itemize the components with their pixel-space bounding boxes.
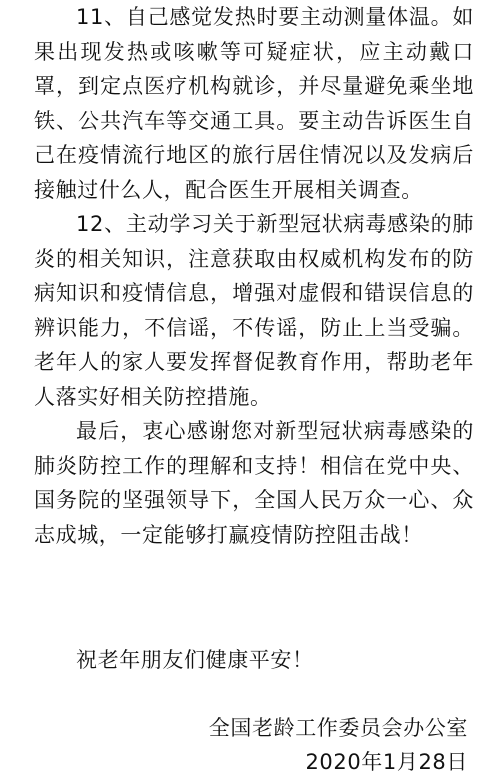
closing-greeting: 祝老年朋友们健康平安！ — [76, 648, 314, 672]
document-body — [34, 0, 474, 552]
signature-organization: 全国老龄工作委员会办公室 — [208, 716, 468, 740]
signature-date: 2020年1月28日 — [305, 750, 468, 774]
paragraph-item-12: 12、主动学习关于新型冠状病毒感染的肺炎的相关知识，注意获取由权威机构发布的防病知识和疫情信息，增强对虚假和错误信息的辨识能力，不信谣，不传谣，防止上当受骗。老年人的家人要发挥督促教育作用，帮助老年人落实好相关防控措施。 — [34, 212, 474, 409]
paragraph-item-11: 11、自己感觉发热时要主动测量体温。如果出现发热或咳嗽等可疑症状，应主动戴口罩，到定点医疗机构就诊，并尽量避免乘坐地铁、公共汽车等交通工具。要主动告诉医生自己在疫情流行地区的旅行居住情况以及发病后接触过什么人，配合医生开展相关调查。 — [34, 5, 474, 202]
paragraph-conclusion: 最后，衷心感谢您对新型冠状病毒感染的肺炎防控工作的理解和支持！相信在党中央、国务院的坚强领导下，全国人民万众一心、众志成城，一定能够打赢疫情防控阻击战！ — [34, 419, 474, 547]
